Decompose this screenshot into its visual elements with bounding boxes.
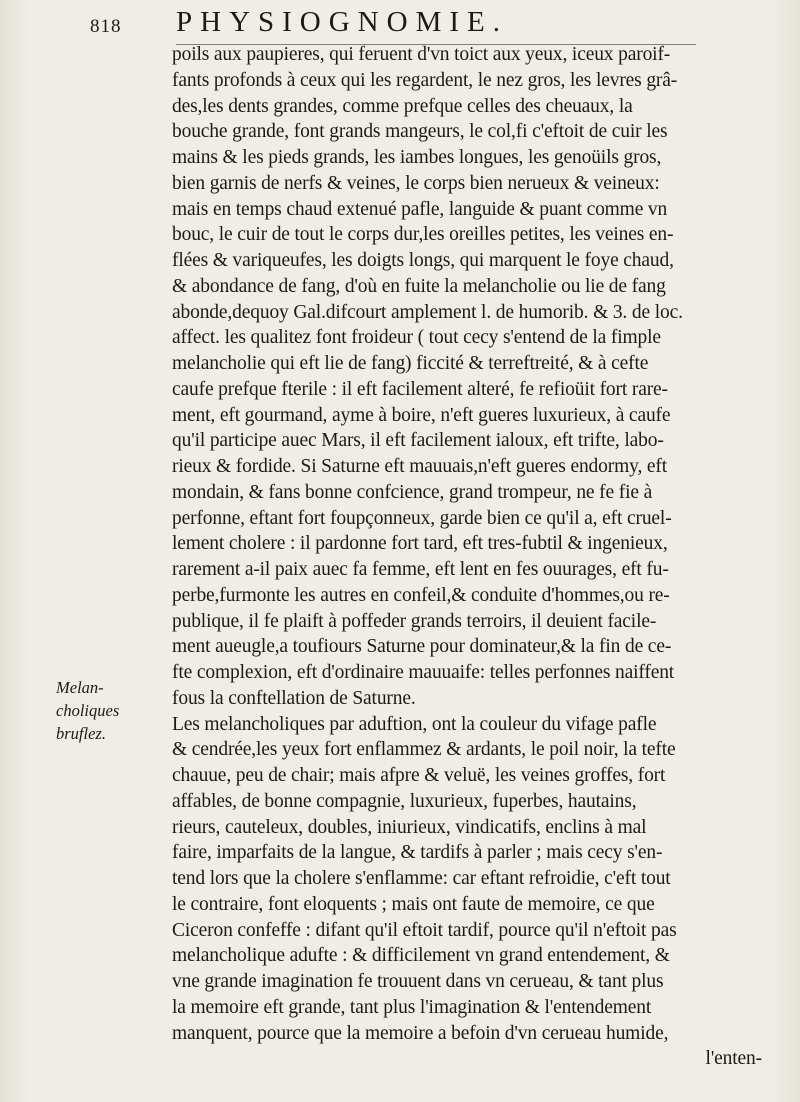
text-line: poils aux paupieres, qui feruent d'vn toict aux yeux, iceux paroif- [172, 44, 671, 65]
text-line: vne grande imagination fe trouuent dans vn cerueau, & tant plus [172, 971, 664, 992]
text-line: mais en temps chaud extenué pafle, languide & puant comme vn [172, 198, 668, 220]
text-line: ment aueugle,a toufiours Saturne pour dominateur,& la fin de ce- [172, 636, 672, 658]
text-line: mondain, & fans bonne confcience, grand trompeur, ne fe fie à [172, 481, 653, 503]
margin-note-line: bruflez. [56, 724, 106, 743]
text-line: Les melancholiques par aduftion, ont la couleur du vifage pafle [172, 713, 657, 735]
text-line: rieux & fordide. Si Saturne eft mauuais,n'eft gueres endormy, eft [172, 456, 668, 477]
text-line: bien garnis de nerfs & veines, le corps bien nerueux & veineux: [172, 172, 660, 194]
text-line: Ciceron confeffe : difant qu'il eftoit tardif, pource qu'il n'eftoit pas [172, 919, 677, 941]
text-line: melancholie qui eft lie de fang) ficcité & terreftreité, & à cefte [172, 353, 649, 374]
text-line: ment, eft gourmand, ayme à boire, n'eft gueres luxurieux, à caufe [172, 404, 671, 426]
text-line: abonde,dequoy Gal.difcourt amplement l. de humorib. & 3. de loc. [172, 301, 683, 323]
text-line: faire, imparfaits de la langue, & tardifs à parler ; mais cecy s'en- [172, 842, 663, 864]
text-line: bouche grande, font grands mangeurs, le col,fi c'eftoit de cuir les [172, 121, 668, 143]
text-line: la memoire eft grande, tant plus l'imagination & l'entendement [172, 996, 652, 1018]
text-line: mains & les pieds grands, les iambes longues, les genoüils gros, [172, 147, 662, 168]
running-head: PHYSIOGNOMIE. [176, 6, 508, 38]
text-line: affect. les qualitez font froideur ( tout cecy s'entend de la fimple [172, 327, 661, 349]
text-line: fous la conftellation de Saturne. [172, 687, 416, 709]
text-line: fte complexion, eft d'ordinaire mauuaife: telles perfonnes naiffent [172, 662, 675, 683]
text-line: rarement a-il paix auec fa femme, eft lent en fes ouurages, eft fu- [172, 559, 669, 580]
margin-note [56, 676, 134, 745]
margin-note-line: Melan- [56, 678, 104, 697]
text-line: perbe,furmonte les autres en confeil,& conduite d'hommes,ou re- [172, 584, 670, 606]
margin-note-line: choliques [56, 701, 120, 720]
text-line: bouc, le cuir de tout le corps dur,les oreilles petites, les veines en- [172, 224, 674, 246]
text-line: fants profonds à ceux qui les regardent, le nez gros, les levres grâ- [172, 69, 678, 91]
text-line: & abondance de fang, d'où en fuite la melancholie ou lie de fang [172, 275, 666, 297]
body-text [172, 42, 772, 1072]
text-line: des,les dents grandes, comme prefque celles des cheuaux, la [172, 95, 633, 117]
text-line: caufe prefque fterile : il eft facilement alteré, fe refioüit fort rare- [172, 378, 668, 400]
text-line: flées & variqueufes, les doigts longs, qui marquent le foye chaud, [172, 250, 674, 271]
catchword: l'enten- [705, 1048, 762, 1070]
text-line: qu'il participe auec Mars, il eft facilement ialoux, eft trifte, labo- [172, 430, 664, 452]
text-line: & cendrée,les yeux fort enflammez & ardants, le poil noir, la tefte [172, 739, 676, 761]
page-number: 818 [90, 16, 122, 37]
text-line: perfonne, eftant fort foupçonneux, garde bien ce qu'il a, eft cruel- [172, 507, 672, 529]
text-line: manquent, pource que la memoire a befoin d'vn cerueau humide, [172, 1022, 669, 1044]
text-line: affables, de bonne compagnie, luxurieux, fuperbes, hautains, [172, 790, 637, 812]
text-line: lement cholere : il pardonne fort tard, eft tres-fubtil & ingenieux, [172, 533, 668, 555]
text-line: melancholique adufte : & difficilement vn grand entendement, & [172, 945, 670, 967]
text-line: le contraire, font eloquents ; mais ont faute de memoire, ce que [172, 893, 655, 915]
text-line: publique, il fe plaift à poffeder grands terroirs, il deuient facile- [172, 610, 657, 632]
text-line: rieurs, cauteleux, doubles, iniurieux, vindicatifs, enclins à mal [172, 816, 647, 838]
text-line: tend lors que la cholere s'enflamme: car eftant refroidie, c'eft tout [172, 868, 671, 889]
text-line: chauue, peu de chair; mais afpre & veluë, les veines groffes, fort [172, 765, 666, 786]
